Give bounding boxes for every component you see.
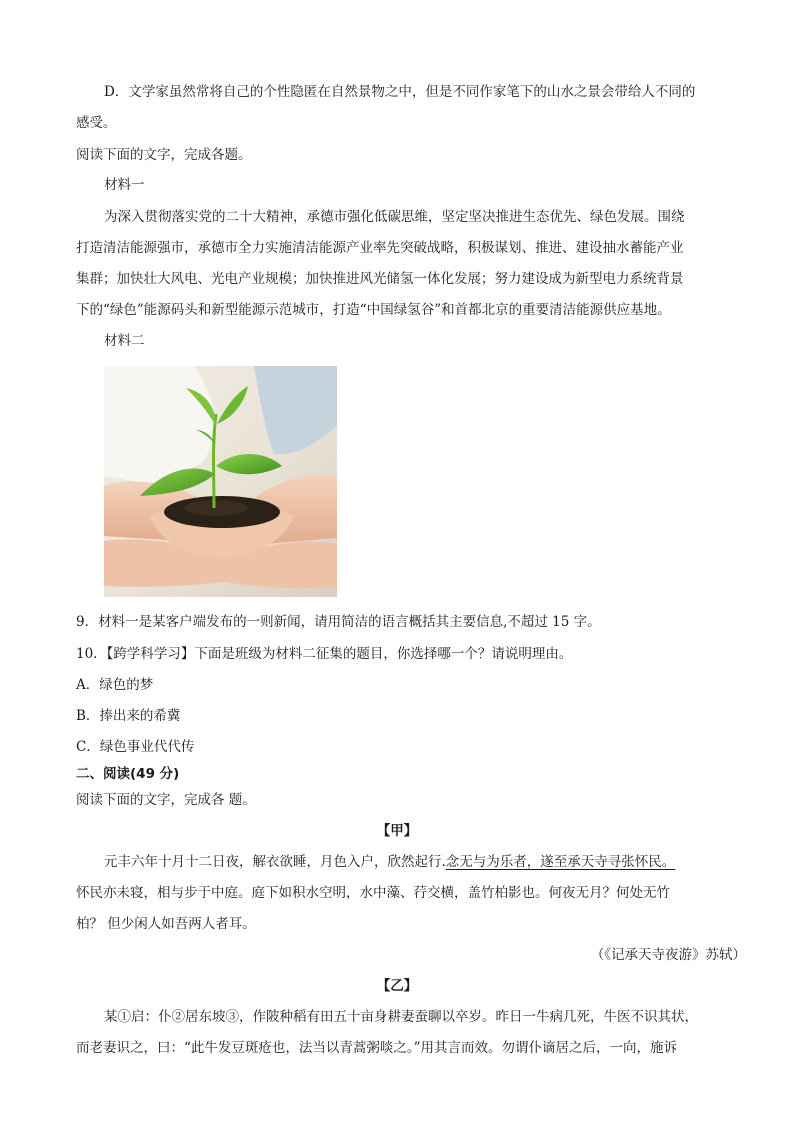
jia-line3: 柏？ 但少闲人如吾两人者耳。 [76, 916, 256, 932]
option-c: C．绿色事业代代传 [76, 739, 195, 755]
jia-line2: 怀民亦未寝，相与步于中庭。庭下如积水空明，水中藻、荇交横，盖竹柏影也。何夜无月？何处无竹 [76, 885, 670, 901]
yi-title: 【乙】 [376, 978, 418, 994]
jia-title: 【甲】 [376, 823, 418, 839]
reading-instruction: 阅读下面的文字，完成各题。 [76, 147, 252, 163]
question-9: 9．材料一是某客户端发布的一则新闻，请用简洁的语言概括其主要信息,不超过 15 字。 [76, 614, 601, 630]
section-instruction: 阅读下面的文字，完成各 题。 [76, 792, 256, 808]
material1-line: 打造清洁能源强市，承德市全力实施清洁能源产业率先突破战略，积极谋划、推进、建设抽水蓄能产业 [76, 240, 684, 256]
material1-line: 集群；加快壮大风电、光电产业规模；加快推进风光储氢一体化发展；努力建设成为新型电力系统背景 [76, 271, 684, 287]
jia-line1-text: 元丰六年十月十二日夜，解衣欲睡，月色入户，欣然起行. [104, 854, 446, 870]
option-b: B．捧出来的希冀 [76, 708, 181, 724]
question-10: 10．【跨学科学习】下面是班级为材料二征集的题目，你选择哪一个？请说明理由。 [76, 646, 573, 662]
yi-line1: 某①启：仆②居东坡③，作陂种稻有田五十亩身耕妻蚕聊以卒岁。昨日一牛病几死，牛医不识其状， [104, 1009, 698, 1025]
option-d-line2: 感受。 [76, 115, 117, 131]
material1-title: 材料一 [104, 177, 145, 193]
section-heading: 二、阅读(49 分) [76, 766, 180, 782]
jia-line1 [104, 853, 675, 871]
seedling-in-hands-photo [104, 366, 337, 597]
option-d-line1: D．文学家虽然常将自己的个性隐匿在自然景物之中，但是不同作家笔下的山水之景会带给人不同的 [104, 84, 696, 100]
yi-line2: 而老妻识之，曰：“此牛发豆斑疮也，法当以青蒿粥啖之。”用其言而效。勿谓仆谪居之后，一向，施诉 [76, 1040, 678, 1056]
material1-line: 为深入贯彻落实党的二十大精神，承德市强化低碳思维，坚定坚决推进生态优先、绿色发展。围绕 [104, 209, 685, 225]
jia-source: （《记承天寺夜游》苏轼） [590, 947, 746, 963]
material2-title: 材料二 [104, 333, 145, 349]
jia-underlined-sentence: 念无与为乐者，遂至承天寺寻张怀民。 [445, 854, 676, 870]
option-a: A．绿色的梦 [76, 677, 154, 693]
material1-line: 下的“绿色”能源码头和新型能源示范城市，打造“中国绿氢谷”和首都北京的重要清洁能源供应基地。 [76, 302, 671, 318]
